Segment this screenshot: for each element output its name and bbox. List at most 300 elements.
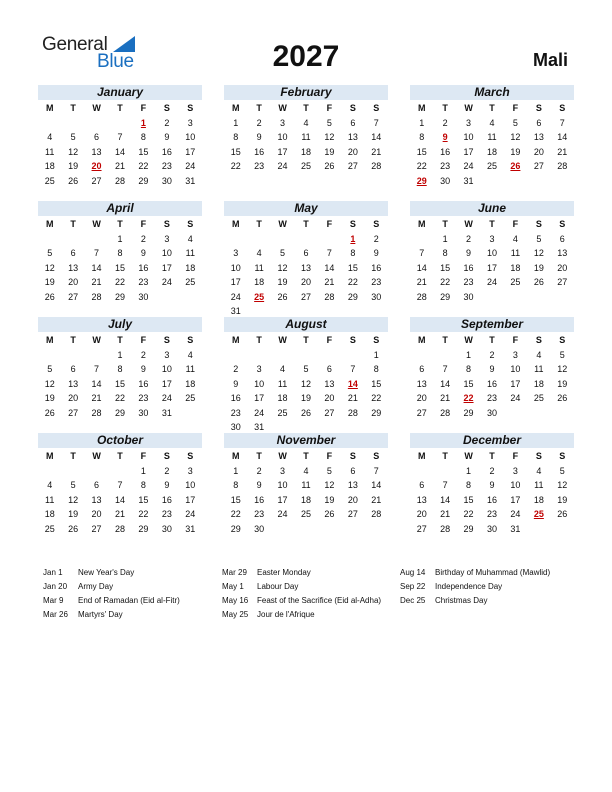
day-grid [224, 333, 388, 435]
day: 18 [185, 378, 196, 389]
day: 9 [373, 248, 379, 258]
day-grid [410, 449, 574, 536]
weekday-header: S [535, 103, 542, 113]
day: 12 [68, 494, 79, 505]
day: 8 [419, 132, 425, 142]
holiday-column [43, 566, 180, 622]
day: 21 [557, 146, 568, 157]
holiday-row [43, 566, 180, 580]
day: 5 [326, 465, 332, 476]
day: 30 [486, 523, 497, 534]
month-title: August [224, 317, 388, 332]
empty-cell [247, 348, 270, 363]
day-grid [410, 217, 574, 304]
day: 21 [91, 277, 102, 287]
day: 18 [300, 494, 311, 505]
day: 27 [557, 277, 568, 287]
day: 10 [254, 378, 265, 389]
day: 29 [440, 291, 451, 302]
day: 8 [442, 248, 448, 258]
weekday-header: S [163, 335, 170, 345]
day: 31 [185, 175, 196, 186]
day: 13 [416, 378, 427, 389]
day-grid [410, 333, 574, 420]
holiday-name: Independence Day [435, 582, 503, 591]
holiday-day: 25 [254, 291, 265, 302]
day: 28 [91, 407, 102, 418]
day: 10 [185, 480, 196, 490]
day: 10 [510, 364, 521, 374]
day: 20 [68, 277, 79, 287]
day: 13 [68, 262, 79, 273]
day: 24 [161, 393, 172, 403]
day: 4 [47, 480, 53, 490]
day: 2 [489, 465, 495, 476]
weekday-header: S [535, 451, 542, 461]
day: 5 [70, 480, 76, 490]
day: 25 [185, 393, 196, 403]
day: 16 [486, 494, 497, 505]
day: 16 [138, 262, 149, 273]
day: 11 [185, 248, 195, 258]
weekday-header: F [140, 451, 147, 461]
day: 9 [489, 364, 495, 374]
day: 16 [254, 494, 265, 505]
day: 18 [486, 146, 497, 157]
calendar-year: 2027 [272, 40, 340, 73]
day: 2 [233, 364, 239, 374]
weekday-header: T [489, 335, 495, 345]
day: 28 [416, 291, 427, 302]
holiday-date: May 1 [222, 582, 244, 591]
day: 28 [114, 523, 125, 534]
day: 29 [114, 291, 125, 302]
weekday-header: F [326, 335, 333, 345]
holiday-day: 9 [442, 132, 448, 142]
day: 23 [138, 277, 149, 287]
day: 3 [512, 465, 518, 476]
day: 22 [138, 509, 149, 519]
month-october [38, 433, 202, 536]
month-may [224, 201, 388, 319]
day: 3 [256, 364, 262, 374]
weekday-header: T [256, 451, 262, 461]
day: 20 [347, 494, 358, 505]
month-title: April [38, 201, 202, 216]
day: 12 [557, 480, 568, 490]
weekday-header: M [45, 335, 54, 345]
day: 19 [300, 393, 311, 403]
day: 13 [347, 480, 358, 490]
logo-text-blue: Blue [97, 51, 134, 72]
weekday-header: W [278, 451, 287, 461]
day: 6 [419, 364, 425, 374]
weekday-header: T [256, 219, 262, 229]
day: 14 [371, 132, 382, 142]
day: 27 [416, 523, 427, 534]
day: 27 [68, 407, 79, 418]
empty-cell [61, 464, 84, 479]
day: 25 [533, 393, 544, 403]
day: 7 [442, 480, 448, 490]
day: 29 [138, 175, 149, 186]
weekday-header: T [117, 335, 123, 345]
day: 10 [161, 364, 172, 374]
day: 20 [300, 277, 311, 287]
weekday-header: S [535, 335, 542, 345]
empty-cell [38, 116, 61, 131]
day: 21 [416, 277, 427, 287]
empty-cell [271, 348, 294, 363]
day: 9 [489, 480, 495, 490]
day: 4 [187, 233, 193, 244]
empty-cell [38, 464, 61, 479]
holiday-column [222, 566, 381, 622]
day: 27 [416, 407, 427, 418]
day: 26 [300, 407, 311, 418]
day: 28 [440, 523, 451, 534]
month-january [38, 85, 202, 188]
day: 17 [486, 262, 497, 273]
day: 6 [350, 465, 356, 476]
day: 12 [44, 378, 55, 389]
day: 11 [301, 132, 311, 142]
day: 5 [47, 248, 53, 258]
day: 19 [68, 509, 79, 519]
day: 15 [114, 378, 125, 389]
weekday-header: M [417, 219, 426, 229]
weekday-header: F [326, 451, 333, 461]
day: 28 [371, 161, 382, 171]
weekday-header: S [349, 335, 356, 345]
weekday-header: F [140, 103, 147, 113]
weekday-header: F [140, 219, 147, 229]
day: 26 [44, 291, 55, 302]
day-grid [224, 449, 388, 536]
empty-cell [318, 232, 341, 247]
empty-cell [410, 232, 433, 247]
day-grid [38, 333, 202, 420]
day: 9 [256, 132, 262, 142]
weekday-header: T [117, 219, 123, 229]
holiday-name: Labour Day [257, 582, 299, 591]
day: 7 [94, 248, 100, 258]
day: 27 [68, 291, 79, 302]
holiday-day: 25 [533, 509, 544, 519]
weekday-header: S [187, 451, 194, 461]
day: 9 [140, 248, 146, 258]
day: 22 [138, 161, 149, 171]
day: 13 [324, 378, 335, 389]
weekday-header: T [70, 335, 76, 345]
day: 15 [230, 146, 241, 157]
holiday-date: Mar 9 [43, 596, 64, 605]
day: 23 [254, 161, 265, 171]
weekday-header: W [464, 335, 473, 345]
day: 7 [373, 465, 379, 476]
day: 28 [91, 291, 102, 302]
day: 17 [161, 262, 172, 273]
day: 16 [463, 262, 474, 273]
day: 15 [463, 494, 474, 505]
day: 7 [326, 248, 332, 258]
weekday-header: S [373, 103, 380, 113]
weekday-header: S [163, 451, 170, 461]
empty-cell [433, 348, 456, 363]
weekday-header: W [464, 219, 473, 229]
day: 19 [277, 277, 288, 287]
day: 20 [416, 393, 427, 403]
day: 21 [91, 393, 102, 403]
day: 2 [140, 349, 146, 360]
logo-text-general: General [42, 34, 108, 55]
day: 29 [371, 407, 382, 418]
day: 23 [138, 393, 149, 403]
weekday-header: T [442, 103, 448, 113]
weekday-header: M [231, 451, 240, 461]
day: 30 [463, 291, 474, 302]
day: 6 [94, 132, 100, 142]
day: 23 [230, 407, 241, 418]
day: 7 [442, 364, 448, 374]
day-grid [224, 217, 388, 319]
weekday-header: S [559, 451, 566, 461]
day: 1 [233, 117, 239, 128]
weekday-header: T [117, 103, 123, 113]
day: 27 [91, 175, 102, 186]
holiday-row [43, 594, 180, 608]
day: 15 [138, 494, 149, 505]
weekday-header: M [231, 219, 240, 229]
day: 26 [68, 175, 79, 186]
day: 16 [254, 146, 265, 157]
weekday-header: F [140, 335, 147, 345]
day: 19 [510, 146, 521, 157]
day: 24 [254, 407, 265, 418]
day: 30 [161, 523, 172, 534]
day: 22 [114, 393, 125, 403]
empty-cell [410, 348, 433, 363]
holiday-day: 14 [347, 378, 358, 389]
day: 22 [230, 161, 241, 171]
day: 11 [185, 364, 195, 374]
day: 14 [416, 262, 427, 273]
day: 12 [324, 132, 335, 142]
weekday-header: W [92, 451, 101, 461]
day: 1 [233, 465, 239, 476]
weekday-header: S [187, 335, 194, 345]
weekday-header: T [256, 103, 262, 113]
day: 2 [373, 233, 379, 244]
day: 2 [164, 117, 170, 128]
day: 3 [280, 117, 286, 128]
weekday-header: S [349, 451, 356, 461]
holiday-row [43, 580, 180, 594]
day: 27 [533, 161, 544, 171]
day: 5 [70, 132, 76, 142]
empty-cell [85, 232, 108, 247]
day: 2 [256, 117, 262, 128]
day: 16 [161, 146, 172, 157]
day: 12 [510, 132, 521, 142]
day: 26 [324, 509, 335, 519]
empty-cell [294, 232, 317, 247]
day: 16 [138, 378, 149, 389]
day: 8 [373, 364, 379, 374]
month-title: July [38, 317, 202, 332]
empty-cell [108, 464, 131, 479]
holiday-day: 1 [350, 233, 356, 244]
day: 3 [164, 233, 170, 244]
day: 14 [371, 480, 382, 490]
holiday-date: Mar 29 [222, 568, 247, 577]
day: 24 [277, 509, 288, 519]
day: 1 [466, 465, 472, 476]
day: 10 [185, 132, 196, 142]
day: 17 [463, 146, 474, 157]
day: 18 [533, 378, 544, 389]
day: 21 [371, 494, 382, 505]
day: 5 [559, 465, 565, 476]
day: 17 [185, 146, 196, 157]
weekday-header: S [163, 103, 170, 113]
day: 8 [117, 364, 123, 374]
day: 13 [68, 378, 79, 389]
day: 1 [419, 117, 425, 128]
month-title: March [410, 85, 574, 100]
weekday-header: T [442, 451, 448, 461]
holiday-row [222, 566, 381, 580]
weekday-header: S [163, 219, 170, 229]
day: 17 [277, 146, 288, 157]
day: 17 [254, 393, 265, 403]
empty-cell [224, 348, 247, 363]
day: 16 [371, 262, 382, 273]
day: 8 [140, 480, 146, 490]
day: 16 [440, 146, 451, 157]
day: 27 [324, 407, 335, 418]
weekday-header: S [187, 219, 194, 229]
day: 9 [164, 480, 170, 490]
day: 6 [536, 117, 542, 128]
holiday-date: Sep 22 [400, 582, 426, 591]
day: 15 [347, 262, 358, 273]
holiday-row [222, 580, 381, 594]
day: 14 [91, 378, 102, 389]
day: 3 [187, 465, 193, 476]
day: 6 [70, 248, 76, 258]
day: 24 [185, 509, 196, 519]
weekday-header: T [442, 219, 448, 229]
day: 2 [164, 465, 170, 476]
day: 30 [486, 407, 497, 418]
weekday-header: T [303, 219, 309, 229]
empty-cell [247, 232, 270, 247]
day: 19 [533, 262, 544, 273]
holiday-date: Dec 25 [400, 596, 426, 605]
day: 23 [161, 509, 172, 519]
day: 23 [440, 161, 451, 171]
day: 19 [557, 378, 568, 389]
day: 19 [44, 277, 55, 287]
day: 5 [326, 117, 332, 128]
empty-cell [38, 232, 61, 247]
day: 24 [510, 393, 521, 403]
weekday-header: T [70, 451, 76, 461]
day: 27 [91, 523, 102, 534]
holiday-name: Christmas Day [435, 596, 488, 605]
day: 24 [486, 277, 497, 287]
empty-cell [85, 464, 108, 479]
day: 2 [256, 465, 262, 476]
day: 26 [557, 509, 568, 519]
day: 20 [347, 146, 358, 157]
day: 27 [347, 509, 358, 519]
day: 12 [44, 262, 55, 273]
day: 25 [486, 161, 497, 171]
holiday-day: 22 [463, 393, 474, 403]
weekday-header: M [417, 103, 426, 113]
day: 6 [419, 480, 425, 490]
day: 8 [140, 132, 146, 142]
day: 22 [440, 277, 451, 287]
day: 3 [280, 465, 286, 476]
holiday-name: Army Day [78, 582, 114, 591]
day: 10 [277, 480, 288, 490]
day: 14 [440, 378, 451, 389]
day: 11 [301, 480, 311, 490]
weekday-header: M [417, 451, 426, 461]
weekday-header: W [278, 103, 287, 113]
weekday-header: F [512, 219, 519, 229]
day: 30 [230, 422, 241, 432]
day: 29 [347, 291, 358, 302]
day: 22 [371, 393, 382, 403]
month-august [224, 317, 388, 435]
day: 11 [45, 494, 55, 505]
month-september [410, 317, 574, 420]
day: 1 [117, 233, 123, 244]
holiday-date: May 16 [222, 596, 249, 605]
day: 25 [300, 161, 311, 171]
weekday-header: T [303, 335, 309, 345]
day: 24 [161, 277, 172, 287]
day: 3 [187, 117, 193, 128]
weekday-header: S [373, 451, 380, 461]
day: 30 [371, 291, 382, 302]
holiday-name: Easter Monday [257, 568, 311, 577]
day: 23 [486, 509, 497, 519]
day: 6 [70, 364, 76, 374]
day: 18 [510, 262, 521, 273]
day: 8 [350, 248, 356, 258]
empty-cell [108, 116, 131, 131]
day: 31 [185, 523, 196, 534]
holiday-row [222, 594, 381, 608]
empty-cell [224, 232, 247, 247]
day: 19 [557, 494, 568, 505]
day: 11 [534, 364, 544, 374]
day: 4 [303, 465, 309, 476]
weekday-header: S [535, 219, 542, 229]
day: 18 [300, 146, 311, 157]
day: 13 [416, 494, 427, 505]
day: 17 [510, 378, 521, 389]
day: 17 [161, 378, 172, 389]
holiday-day: 26 [510, 161, 521, 171]
day: 13 [347, 132, 358, 142]
day: 31 [510, 523, 521, 534]
